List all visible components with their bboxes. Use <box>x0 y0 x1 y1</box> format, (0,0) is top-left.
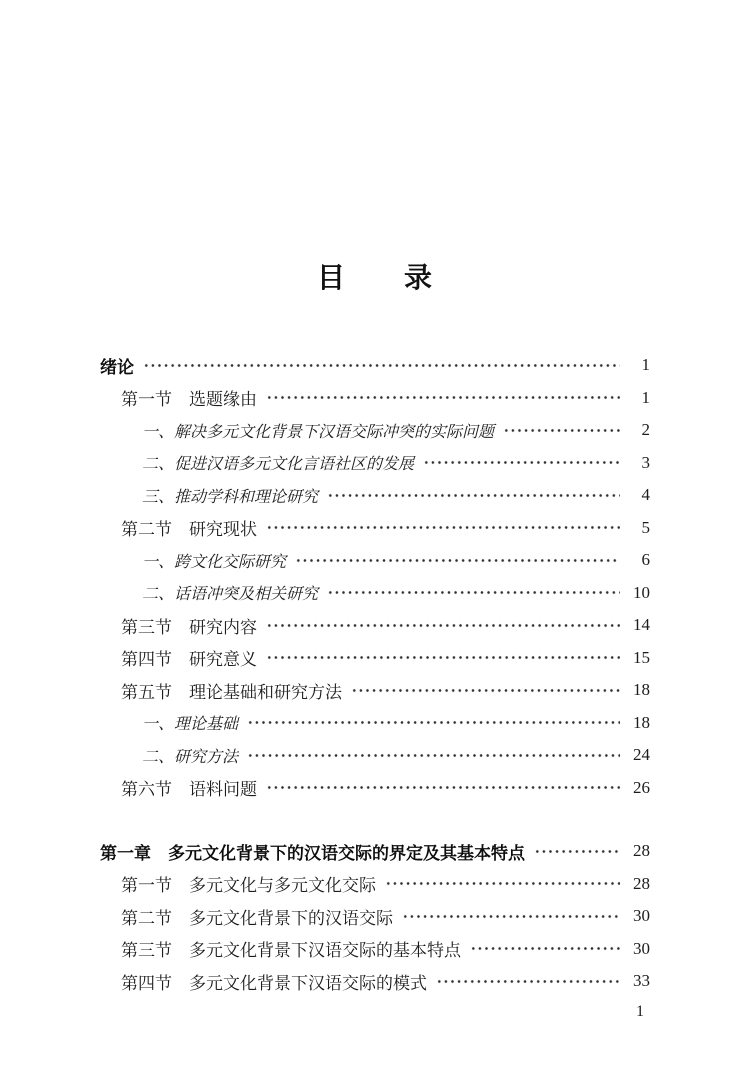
toc-entry-label: 第六节 语料问题 <box>121 780 257 800</box>
toc-entry-label: 第四节 多元文化背景下汉语交际的模式 <box>121 973 427 993</box>
toc-entry-page-number: 10 <box>633 582 650 602</box>
toc-entry-label: 一、理论基础 <box>142 716 239 734</box>
dot-leader <box>470 933 620 966</box>
toc-entry <box>100 900 650 933</box>
dot-leader <box>295 544 620 577</box>
toc-entry-page-number: 26 <box>633 777 650 797</box>
toc-entry-label: 一、跨文化交际研究 <box>142 553 287 571</box>
toc-entry <box>100 674 650 707</box>
toc-entry-label: 第一节 多元文化与多元文化交际 <box>121 876 376 896</box>
toc-entry-page-number: 3 <box>641 452 650 472</box>
toc-entry-page-number: 18 <box>633 680 650 700</box>
toc-entry <box>100 577 650 610</box>
toc-entry-page-number: 33 <box>633 971 650 991</box>
dot-leader <box>327 479 620 512</box>
dot-leader <box>385 868 620 901</box>
dot-leader <box>436 965 620 998</box>
toc-entry <box>100 349 650 382</box>
section-gap <box>100 804 650 835</box>
toc-entry <box>100 933 650 966</box>
toc-entry-page-number: 24 <box>633 745 650 765</box>
toc-entry-page-number: 28 <box>633 841 650 861</box>
toc-entry <box>100 479 650 512</box>
dot-leader <box>503 414 620 447</box>
dot-leader <box>534 835 620 868</box>
toc-entry <box>100 965 650 998</box>
dot-leader <box>143 349 620 382</box>
toc-entry <box>100 868 650 901</box>
toc-entry-label: 第四节 研究意义 <box>121 650 257 670</box>
toc-entry <box>100 512 650 545</box>
toc-entry-label: 第一节 选题缘由 <box>121 390 257 410</box>
toc-entry-label: 第二节 研究现状 <box>121 520 257 540</box>
toc-entry-label: 第一章 多元文化背景下的汉语交际的界定及其基本特点 <box>100 843 525 863</box>
toc-entry-page-number: 28 <box>633 873 650 893</box>
toc-entry-label: 二、研究方法 <box>142 748 239 766</box>
dot-leader <box>266 512 620 545</box>
folio-page-number: 1 <box>636 1003 644 1020</box>
dot-leader <box>266 642 620 675</box>
toc-entry <box>100 609 650 642</box>
dot-leader <box>327 577 620 610</box>
toc-entry <box>100 835 650 868</box>
dot-leader <box>402 900 620 933</box>
toc-entry <box>100 414 650 447</box>
toc-entry-page-number: 14 <box>633 615 650 635</box>
toc-entry <box>100 382 650 415</box>
toc-entry-page-number: 1 <box>641 387 650 407</box>
dot-leader <box>266 382 620 415</box>
toc-entry-page-number: 30 <box>633 906 650 926</box>
toc-entry-label: 二、促进汉语多元文化言语社区的发展 <box>142 456 415 474</box>
toc-entry-label: 三、推动学科和理论研究 <box>142 488 319 506</box>
dot-leader <box>266 609 620 642</box>
toc-list <box>100 349 650 998</box>
dot-leader <box>423 447 620 480</box>
toc-entry-label: 第二节 多元文化背景下的汉语交际 <box>121 908 393 928</box>
page-title: 目 录 <box>316 263 433 294</box>
toc-entry-label: 第三节 研究内容 <box>121 617 257 637</box>
toc-entry <box>100 772 650 805</box>
toc-entry <box>100 739 650 772</box>
toc-entry-page-number: 30 <box>633 938 650 958</box>
toc-entry-page-number: 6 <box>641 550 650 570</box>
toc-entry-label: 第五节 理论基础和研究方法 <box>121 682 342 702</box>
toc-entry <box>100 642 650 675</box>
toc-entry-page-number: 5 <box>641 517 650 537</box>
dot-leader <box>266 772 620 805</box>
toc-entry-page-number: 18 <box>633 712 650 732</box>
toc-entry-page-number: 1 <box>641 355 650 375</box>
dot-leader <box>247 707 620 740</box>
toc-entry-page-number: 4 <box>641 485 650 505</box>
toc-entry <box>100 447 650 480</box>
toc-entry <box>100 707 650 740</box>
toc-entry-page-number: 15 <box>633 647 650 667</box>
toc-entry <box>100 544 650 577</box>
dot-leader <box>247 739 620 772</box>
dot-leader <box>351 674 620 707</box>
toc-entry-page-number: 2 <box>641 420 650 440</box>
toc-entry-label: 一、解决多元文化背景下汉语交际冲突的实际问题 <box>142 423 495 441</box>
toc-entry-label: 二、话语冲突及相关研究 <box>142 586 319 604</box>
toc-entry-label: 第三节 多元文化背景下汉语交际的基本特点 <box>121 941 461 961</box>
toc-entry-label: 绪论 <box>100 357 134 377</box>
